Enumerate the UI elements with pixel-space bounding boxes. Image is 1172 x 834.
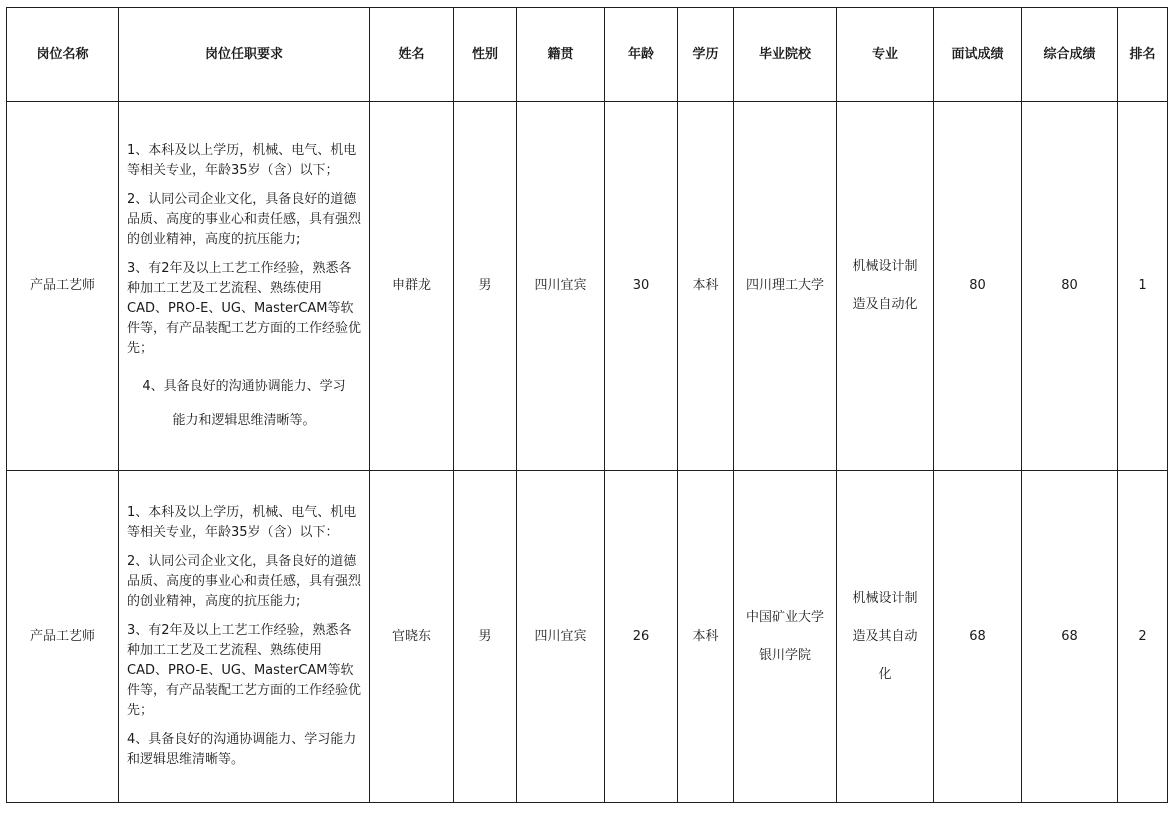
- header-interview-score: 面试成绩: [934, 8, 1022, 102]
- cell-age: 26: [605, 471, 678, 803]
- header-total-score: 综合成绩: [1022, 8, 1118, 102]
- cell-rank: 2: [1118, 471, 1168, 803]
- header-school: 毕业院校: [734, 8, 837, 102]
- cell-school: [734, 102, 837, 471]
- cell-age: 30: [605, 102, 678, 471]
- school-line: 四川理工大学: [745, 278, 824, 293]
- requirement-item: 2、认同公司企业文化，具备良好的道德品质、高度的事业心和责任感，具有强烈的创业精神，高度的抗压能力;: [127, 192, 362, 247]
- cell-gender: 男: [454, 471, 517, 803]
- header-name: 姓名: [370, 8, 454, 102]
- cell-requirements: [119, 102, 370, 471]
- cell-origin: 四川宜宾: [517, 102, 605, 471]
- major-line: 造及自动化: [852, 297, 918, 312]
- requirement-item: 1、本科及以上学历，机械、电气、机电等相关专业，年龄35岁（含）以下；: [127, 143, 357, 178]
- requirement-item: 2、认同公司企业文化，具备良好的道德品质、高度的事业心和责任感，具有强烈的创业精神，高度的抗压能力;: [127, 554, 362, 609]
- cell-position: 产品工艺师: [7, 471, 119, 803]
- cell-rank: 1: [1118, 102, 1168, 471]
- requirement-item: 4、具备良好的沟通协调能力、学习能力和逻辑思维清晰等。: [127, 732, 357, 767]
- cell-total-score: 68: [1022, 471, 1118, 803]
- cell-major: [837, 471, 934, 803]
- cell-name: 官晓东: [370, 471, 454, 803]
- table-row: [7, 102, 1168, 471]
- header-row: [7, 8, 1168, 102]
- cell-total-score: 80: [1022, 102, 1118, 471]
- candidate-results-table: [6, 7, 1168, 803]
- major-line: 机械设计制: [852, 259, 918, 274]
- major-line: 化: [878, 666, 892, 682]
- header-major: 专业: [837, 8, 934, 102]
- results-table-container: [6, 7, 1168, 803]
- header-age: 年龄: [605, 8, 678, 102]
- cell-interview-score: 68: [934, 471, 1022, 803]
- header-rank: 排名: [1118, 8, 1168, 102]
- header-education: 学历: [678, 8, 734, 102]
- major-line: 机械设计制: [852, 590, 918, 606]
- requirement-item: 1、本科及以上学历，机械、电气、机电等相关专业，年龄35岁（含）以下：: [127, 505, 357, 540]
- requirement-item: 3、有2年及以上工艺工作经验，熟悉各种加工工艺及工艺流程、熟练使用CAD、PRO-E、UG、MasterCAM等软件等，有产品装配工艺方面的工作经验优先；: [127, 623, 362, 718]
- cell-interview-score: 80: [934, 102, 1022, 471]
- header-position: 岗位名称: [7, 8, 119, 102]
- header-requirements: 岗位任职要求: [119, 8, 370, 102]
- requirement-item: 能力和逻辑思维清晰等。: [172, 413, 316, 428]
- header-gender: 性别: [454, 8, 517, 102]
- cell-education: 本科: [678, 471, 734, 803]
- cell-position: 产品工艺师: [7, 102, 119, 471]
- cell-education: 本科: [678, 102, 734, 471]
- cell-gender: 男: [454, 102, 517, 471]
- cell-requirements: [119, 471, 370, 803]
- major-line: 造及其自动: [852, 628, 918, 644]
- header-origin: 籍贯: [517, 8, 605, 102]
- cell-origin: 四川宜宾: [517, 471, 605, 803]
- table-row: [7, 471, 1168, 803]
- requirement-item: 4、具备良好的沟通协调能力、学习: [142, 379, 346, 394]
- cell-school: [734, 471, 837, 803]
- requirement-item: 3、有2年及以上工艺工作经验，熟悉各种加工工艺及工艺流程、熟练使用CAD、PRO-E、UG、MasterCAM等软件等，有产品装配工艺方面的工作经验优先；: [127, 261, 362, 356]
- cell-name: 申群龙: [370, 102, 454, 471]
- school-line: 银川学院: [758, 647, 811, 663]
- cell-major: [837, 102, 934, 471]
- school-line: 中国矿业大学: [745, 609, 824, 625]
